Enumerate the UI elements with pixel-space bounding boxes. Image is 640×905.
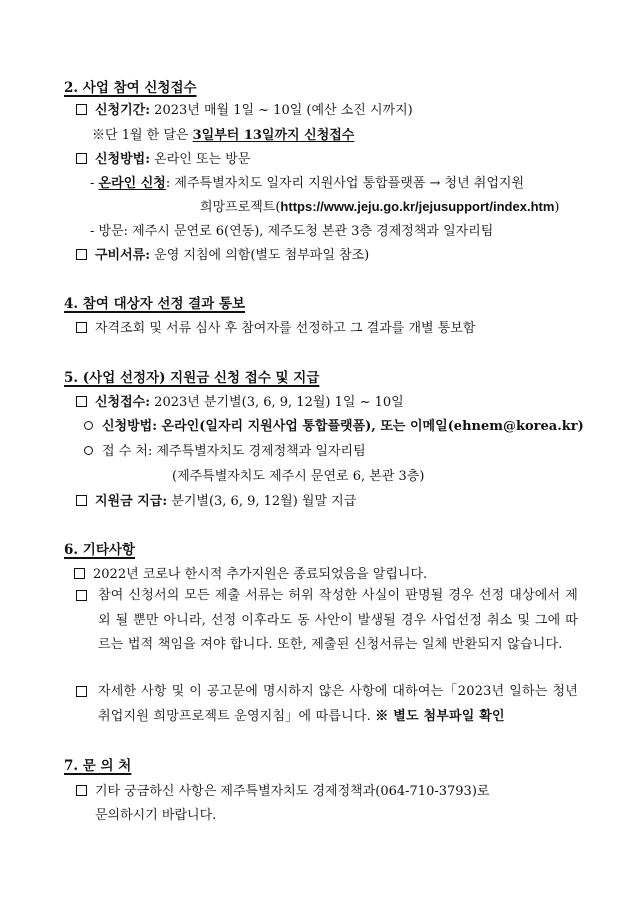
checkbox-icon <box>74 568 85 579</box>
checkbox-icon <box>76 785 87 796</box>
checkbox-icon <box>76 104 87 115</box>
section-4-heading: 4. 참여 대상자 선정 결과 통보 <box>64 296 246 312</box>
checkbox-icon <box>76 396 87 407</box>
circle-bullet-icon <box>84 446 93 455</box>
subsidy-payment: 지원금 지급: 분기별(3, 6, 9, 12월) 월말 지급 <box>76 490 356 509</box>
section-7-heading: 7. 문 의 처 <box>64 758 132 774</box>
visit-application: - 방문: 제주시 문연로 6(연동), 제주도청 본관 3층 경제정책과 일자리팀 <box>90 224 494 239</box>
application-method: 신청방법: 온라인 또는 방문 <box>76 148 250 167</box>
january-note: ※단 1월 한 달은 3일부터 13일까지 신청접수 <box>92 128 355 143</box>
subsidy-method: 신청방법: 온라인(일자리 지원사업 통합플랫폼), 또는 이메일(ehnem@korea.kr) <box>84 415 584 434</box>
section-2-heading: 2. 사업 참여 신청접수 <box>64 80 197 96</box>
checkbox-icon <box>76 153 87 164</box>
online-application: - 온라인 신청: 제주특별자치도 일자리 지원사업 통합플랫폼 → 청년 취업지원 <box>90 176 525 191</box>
circle-bullet-icon <box>84 421 93 430</box>
online-url-line: 희망프로젝트(https://www.jeju.go.kr/jejusupport/index.htm) <box>200 199 560 215</box>
checkbox-icon <box>76 590 87 601</box>
checkbox-icon <box>76 322 87 333</box>
contact-line-1: 기타 궁금하신 사항은 제주특별자치도 경제정책과(064-710-3793)로 <box>76 780 489 799</box>
section-5-heading: 5. (사업 선정자) 지원금 신청 접수 및 지급 <box>64 370 320 386</box>
other-item-2: 참여 신청서의 모든 제출 서류는 허위 작성한 사실이 판명될 경우 선정 대상에서 제외 될 뿐만 아니라, 선정 이후라도 동 사안이 발생될 경우 사업선정 취소 및 그에 따르는 법적 책임을 져야 합니다. 또한, 제출된 신청서류는 일체 반환되지 않습니다. <box>76 584 578 658</box>
checkbox-icon <box>76 686 87 697</box>
checkbox-icon <box>76 495 87 506</box>
subsidy-receipt: 신청접수: 2023년 분기별(3, 6, 9, 12월) 1일 ~ 10일 <box>76 391 404 410</box>
other-item-1: 2022년 코로나 한시적 추가지원은 종료되었음을 알립니다. <box>74 563 427 582</box>
section-6-heading: 6. 기타사항 <box>64 542 135 558</box>
receipt-office-address: (제주특별자치도 제주시 문연로 6, 본관 3층) <box>172 469 425 484</box>
required-documents: 구비서류: 운영 지침에 의함(별도 첨부파일 참조) <box>76 244 369 263</box>
checkbox-icon <box>76 249 87 260</box>
contact-line-2: 문의하시기 바랍니다. <box>95 808 217 823</box>
application-period: 신청기간: 2023년 매월 1일 ~ 10일 (예산 소진 시까지) <box>76 99 413 118</box>
other-item-3: 자세한 사항 및 이 공고문에 명시하지 않은 사항에 대하여는「2023년 일하는 청년 취업지원 희망프로젝트 운영지침」에 따릅니다. ※ 별도 첨부파일 확인 <box>76 680 578 729</box>
selection-notice: 자격조회 및 서류 심사 후 참여자를 선정하고 그 결과를 개별 통보함 <box>76 317 475 336</box>
receipt-office: 접 수 처: 제주특별자치도 경제정책과 일자리팀 <box>84 440 366 459</box>
platform-link[interactable]: https://www.jeju.go.kr/jejusupport/index.htm <box>280 199 555 214</box>
